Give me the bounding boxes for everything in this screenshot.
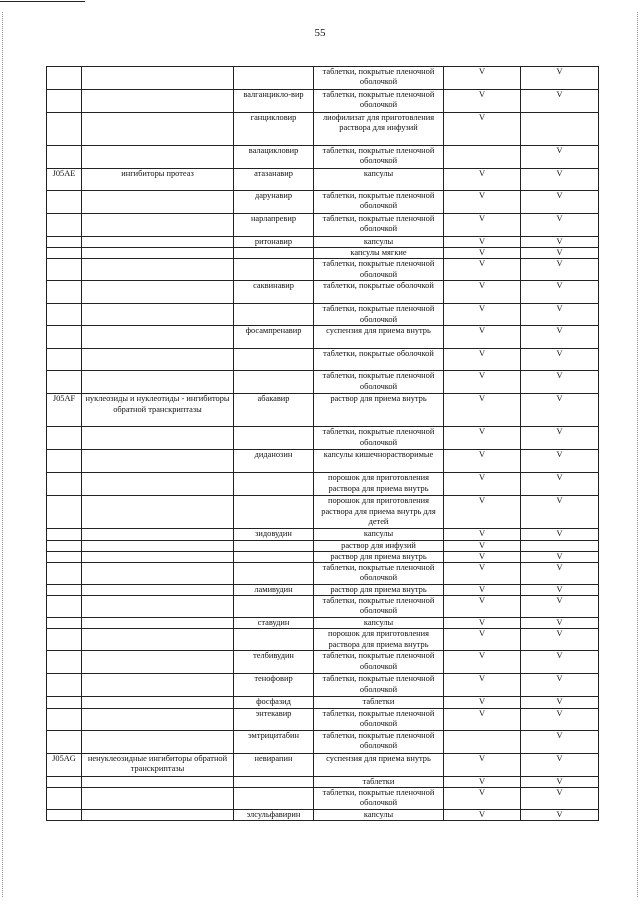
pharmacological-group-cell bbox=[82, 237, 234, 248]
pharmacological-group-cell bbox=[82, 146, 234, 169]
table-row bbox=[47, 67, 599, 90]
top-rule bbox=[0, 1, 85, 2]
dosage-form-cell: капсулы bbox=[314, 529, 444, 540]
mark-column-2-cell: V bbox=[521, 450, 599, 473]
pharmacological-group-cell bbox=[82, 730, 234, 753]
atc-code-cell bbox=[47, 191, 82, 214]
mark-column-1-cell: V bbox=[444, 529, 521, 540]
table-row bbox=[47, 326, 599, 349]
mark-column-2-cell: V bbox=[521, 596, 599, 618]
atc-code-cell bbox=[47, 371, 82, 394]
table-row bbox=[47, 450, 599, 473]
mark-column-2-cell: V bbox=[521, 281, 599, 304]
drug-table-body bbox=[47, 67, 599, 821]
atc-code-cell bbox=[47, 90, 82, 113]
atc-code-cell bbox=[47, 708, 82, 730]
pharmacological-group-cell bbox=[82, 473, 234, 496]
table-row bbox=[47, 596, 599, 618]
pharmacological-group-cell bbox=[82, 427, 234, 450]
mark-column-2-cell: V bbox=[521, 326, 599, 349]
table-row bbox=[47, 697, 599, 708]
dosage-form-cell: капсулы bbox=[314, 618, 444, 629]
mark-column-2-cell: V bbox=[521, 787, 599, 809]
drug-name-cell bbox=[234, 787, 314, 809]
mark-column-1-cell: V bbox=[444, 629, 521, 651]
atc-code-cell bbox=[47, 496, 82, 529]
dosage-form-cell: таблетки, покрытые пленочной оболочкой bbox=[314, 146, 444, 169]
dosage-form-cell: таблетки bbox=[314, 697, 444, 708]
mark-column-1-cell: V bbox=[444, 473, 521, 496]
mark-column-2-cell bbox=[521, 113, 599, 146]
mark-column-1-cell: V bbox=[444, 753, 521, 776]
table-row bbox=[47, 214, 599, 237]
drug-name-cell bbox=[234, 67, 314, 90]
table-row bbox=[47, 540, 599, 551]
atc-code-cell bbox=[47, 585, 82, 596]
dosage-form-cell: таблетки, покрытые оболочкой bbox=[314, 349, 444, 371]
mark-column-2-cell: V bbox=[521, 394, 599, 427]
mark-column-1-cell: V bbox=[444, 237, 521, 248]
drug-name-cell bbox=[234, 473, 314, 496]
drug-name-cell: ставудин bbox=[234, 618, 314, 629]
page-number: 55 bbox=[314, 27, 326, 39]
drug-name-cell bbox=[234, 540, 314, 551]
mark-column-1-cell: V bbox=[444, 551, 521, 562]
mark-column-2-cell: V bbox=[521, 248, 599, 259]
pharmacological-group-cell: ненуклеозидные ингибиторы обратной транскриптазы bbox=[82, 753, 234, 776]
atc-code-cell bbox=[47, 776, 82, 787]
pharmacological-group-cell: нуклеозиды и нуклеотиды - ингибиторы обратной транскриптазы bbox=[82, 394, 234, 427]
atc-code-cell bbox=[47, 248, 82, 259]
atc-code-cell bbox=[47, 629, 82, 651]
dosage-form-cell: порошок для приготовления раствора для приема внутрь для детей bbox=[314, 496, 444, 529]
drug-name-cell bbox=[234, 629, 314, 651]
mark-column-2-cell: V bbox=[521, 191, 599, 214]
dosage-form-cell: суспензия для приема внутрь bbox=[314, 326, 444, 349]
mark-column-1-cell: V bbox=[444, 349, 521, 371]
mark-column-1-cell: V bbox=[444, 708, 521, 730]
table-row bbox=[47, 730, 599, 753]
pharmacological-group-cell bbox=[82, 349, 234, 371]
mark-column-2-cell: V bbox=[521, 214, 599, 237]
mark-column-1-cell: V bbox=[444, 67, 521, 90]
mark-column-1-cell: V bbox=[444, 169, 521, 191]
mark-column-1-cell: V bbox=[444, 651, 521, 674]
pharmacological-group-cell bbox=[82, 529, 234, 540]
dosage-form-cell: лиофилизат для приготовления раствора для инфузий bbox=[314, 113, 444, 146]
atc-code-cell bbox=[47, 596, 82, 618]
mark-column-1-cell: V bbox=[444, 697, 521, 708]
pharmacological-group-cell bbox=[82, 371, 234, 394]
pharmacological-group-cell bbox=[82, 248, 234, 259]
dosage-form-cell: раствор для инфузий bbox=[314, 540, 444, 551]
dosage-form-cell: раствор для приема внутрь bbox=[314, 551, 444, 562]
dosage-form-cell: таблетки, покрытые пленочной оболочкой bbox=[314, 708, 444, 730]
drug-name-cell bbox=[234, 427, 314, 450]
atc-code-cell bbox=[47, 730, 82, 753]
pharmacological-group-cell bbox=[82, 787, 234, 809]
drug-name-cell: саквинавир bbox=[234, 281, 314, 304]
table-row bbox=[47, 674, 599, 697]
mark-column-2-cell: V bbox=[521, 674, 599, 697]
table-row bbox=[47, 248, 599, 259]
mark-column-2-cell: V bbox=[521, 618, 599, 629]
mark-column-1-cell: V bbox=[444, 191, 521, 214]
dosage-form-cell: таблетки, покрытые пленочной оболочкой bbox=[314, 674, 444, 697]
atc-code-cell bbox=[47, 529, 82, 540]
mark-column-1-cell: V bbox=[444, 304, 521, 326]
drug-name-cell: эмтрицитабин bbox=[234, 730, 314, 753]
drug-name-cell: зидовудин bbox=[234, 529, 314, 540]
mark-column-2-cell: V bbox=[521, 708, 599, 730]
mark-column-2-cell: V bbox=[521, 349, 599, 371]
drug-name-cell: энтекавир bbox=[234, 708, 314, 730]
mark-column-2-cell: V bbox=[521, 169, 599, 191]
drug-name-cell: ритонавир bbox=[234, 237, 314, 248]
drug-name-cell bbox=[234, 349, 314, 371]
mark-column-1-cell: V bbox=[444, 585, 521, 596]
table-row bbox=[47, 304, 599, 326]
mark-column-1-cell bbox=[444, 146, 521, 169]
pharmacological-group-cell bbox=[82, 618, 234, 629]
mark-column-1-cell: V bbox=[444, 427, 521, 450]
mark-column-2-cell bbox=[521, 540, 599, 551]
atc-code-cell: J05AF bbox=[47, 394, 82, 427]
mark-column-2-cell: V bbox=[521, 529, 599, 540]
drug-name-cell bbox=[234, 304, 314, 326]
mark-column-1-cell: V bbox=[444, 248, 521, 259]
dosage-form-cell: таблетки, покрытые пленочной оболочкой bbox=[314, 191, 444, 214]
mark-column-2-cell: V bbox=[521, 67, 599, 90]
atc-code-cell: J05AG bbox=[47, 753, 82, 776]
mark-column-2-cell: V bbox=[521, 371, 599, 394]
pharmacological-group-cell bbox=[82, 563, 234, 585]
mark-column-2-cell: V bbox=[521, 304, 599, 326]
atc-code-cell bbox=[47, 237, 82, 248]
pharmacological-group-cell bbox=[82, 496, 234, 529]
atc-code-cell bbox=[47, 450, 82, 473]
mark-column-1-cell: V bbox=[444, 394, 521, 427]
atc-code-cell bbox=[47, 787, 82, 809]
drug-table bbox=[46, 66, 599, 821]
pharmacological-group-cell bbox=[82, 708, 234, 730]
drug-name-cell bbox=[234, 776, 314, 787]
atc-code-cell bbox=[47, 674, 82, 697]
table-row bbox=[47, 618, 599, 629]
table-row bbox=[47, 259, 599, 281]
atc-code-cell bbox=[47, 146, 82, 169]
atc-code-cell bbox=[47, 304, 82, 326]
mark-column-1-cell: V bbox=[444, 371, 521, 394]
pharmacological-group-cell bbox=[82, 90, 234, 113]
atc-code-cell bbox=[47, 551, 82, 562]
mark-column-2-cell: V bbox=[521, 730, 599, 753]
drug-name-cell: фосампренавир bbox=[234, 326, 314, 349]
atc-code-cell bbox=[47, 540, 82, 551]
atc-code-cell bbox=[47, 349, 82, 371]
atc-code-cell bbox=[47, 473, 82, 496]
mark-column-1-cell: V bbox=[444, 326, 521, 349]
mark-column-2-cell: V bbox=[521, 259, 599, 281]
table-row bbox=[47, 753, 599, 776]
mark-column-1-cell: V bbox=[444, 787, 521, 809]
atc-code-cell bbox=[47, 563, 82, 585]
pharmacological-group-cell bbox=[82, 540, 234, 551]
mark-column-2-cell: V bbox=[521, 496, 599, 529]
mark-column-2-cell: V bbox=[521, 237, 599, 248]
atc-code-cell bbox=[47, 651, 82, 674]
pharmacological-group-cell bbox=[82, 585, 234, 596]
drug-name-cell: телбивудин bbox=[234, 651, 314, 674]
atc-code-cell bbox=[47, 427, 82, 450]
table-row bbox=[47, 191, 599, 214]
table-row bbox=[47, 113, 599, 146]
mark-column-1-cell: V bbox=[444, 259, 521, 281]
dosage-form-cell: таблетки, покрытые пленочной оболочкой bbox=[314, 787, 444, 809]
mark-column-1-cell: V bbox=[444, 113, 521, 146]
table-row bbox=[47, 281, 599, 304]
atc-code-cell bbox=[47, 214, 82, 237]
drug-name-cell: нарлапревир bbox=[234, 214, 314, 237]
table-row bbox=[47, 146, 599, 169]
pharmacological-group-cell bbox=[82, 191, 234, 214]
drug-name-cell bbox=[234, 596, 314, 618]
mark-column-1-cell: V bbox=[444, 281, 521, 304]
dosage-form-cell: таблетки, покрытые пленочной оболочкой bbox=[314, 259, 444, 281]
pharmacological-group-cell bbox=[82, 776, 234, 787]
pharmacological-group-cell bbox=[82, 67, 234, 90]
mark-column-2-cell: V bbox=[521, 629, 599, 651]
drug-name-cell: ламивудин bbox=[234, 585, 314, 596]
drug-name-cell: тенофовир bbox=[234, 674, 314, 697]
drug-name-cell: абакавир bbox=[234, 394, 314, 427]
pharmacological-group-cell bbox=[82, 281, 234, 304]
mark-column-2-cell: V bbox=[521, 563, 599, 585]
scan-edge-left bbox=[2, 12, 3, 897]
drug-name-cell: элсульфавирин bbox=[234, 809, 314, 820]
table-row bbox=[47, 394, 599, 427]
table-row bbox=[47, 563, 599, 585]
mark-column-1-cell: V bbox=[444, 596, 521, 618]
mark-column-2-cell: V bbox=[521, 776, 599, 787]
scan-edge-right bbox=[637, 12, 638, 897]
pharmacological-group-cell bbox=[82, 697, 234, 708]
atc-code-cell bbox=[47, 259, 82, 281]
mark-column-1-cell: V bbox=[444, 450, 521, 473]
mark-column-2-cell: V bbox=[521, 651, 599, 674]
mark-column-2-cell: V bbox=[521, 146, 599, 169]
dosage-form-cell: капсулы bbox=[314, 237, 444, 248]
dosage-form-cell: капсулы bbox=[314, 809, 444, 820]
pharmacological-group-cell bbox=[82, 450, 234, 473]
mark-column-1-cell: V bbox=[444, 674, 521, 697]
mark-column-1-cell: V bbox=[444, 540, 521, 551]
mark-column-1-cell: V bbox=[444, 214, 521, 237]
table-row bbox=[47, 708, 599, 730]
table-row bbox=[47, 629, 599, 651]
pharmacological-group-cell bbox=[82, 674, 234, 697]
atc-code-cell bbox=[47, 618, 82, 629]
drug-name-cell: фосфазид bbox=[234, 697, 314, 708]
dosage-form-cell: порошок для приготовления раствора для приема внутрь bbox=[314, 473, 444, 496]
table-row bbox=[47, 809, 599, 820]
mark-column-2-cell: V bbox=[521, 585, 599, 596]
dosage-form-cell: таблетки, покрытые пленочной оболочкой bbox=[314, 371, 444, 394]
dosage-form-cell: раствор для приема внутрь bbox=[314, 394, 444, 427]
dosage-form-cell: порошок для приготовления раствора для приема внутрь bbox=[314, 629, 444, 651]
mark-column-1-cell: V bbox=[444, 618, 521, 629]
drug-name-cell bbox=[234, 371, 314, 394]
atc-code-cell bbox=[47, 67, 82, 90]
table-row bbox=[47, 496, 599, 529]
drug-name-cell: дарунавир bbox=[234, 191, 314, 214]
table-row bbox=[47, 237, 599, 248]
pharmacological-group-cell bbox=[82, 326, 234, 349]
drug-name-cell: невирапин bbox=[234, 753, 314, 776]
pharmacological-group-cell: ингибиторы протеаз bbox=[82, 169, 234, 191]
mark-column-1-cell: V bbox=[444, 809, 521, 820]
atc-code-cell bbox=[47, 281, 82, 304]
mark-column-2-cell: V bbox=[521, 753, 599, 776]
mark-column-1-cell: V bbox=[444, 496, 521, 529]
drug-name-cell bbox=[234, 563, 314, 585]
drug-name-cell bbox=[234, 551, 314, 562]
dosage-form-cell: таблетки, покрытые пленочной оболочкой bbox=[314, 304, 444, 326]
pharmacological-group-cell bbox=[82, 629, 234, 651]
table-row bbox=[47, 529, 599, 540]
table-row bbox=[47, 585, 599, 596]
drug-name-cell: диданозин bbox=[234, 450, 314, 473]
pharmacological-group-cell bbox=[82, 551, 234, 562]
mark-column-2-cell: V bbox=[521, 473, 599, 496]
atc-code-cell bbox=[47, 809, 82, 820]
dosage-form-cell: таблетки, покрытые пленочной оболочкой bbox=[314, 427, 444, 450]
drug-name-cell: валганцикло-вир bbox=[234, 90, 314, 113]
table-row bbox=[47, 551, 599, 562]
drug-name-cell bbox=[234, 259, 314, 281]
dosage-form-cell: таблетки, покрытые пленочной оболочкой bbox=[314, 651, 444, 674]
drug-name-cell: атазанавир bbox=[234, 169, 314, 191]
atc-code-cell bbox=[47, 326, 82, 349]
mark-column-2-cell: V bbox=[521, 809, 599, 820]
dosage-form-cell: таблетки, покрытые пленочной оболочкой bbox=[314, 67, 444, 90]
drug-name-cell: валацикловир bbox=[234, 146, 314, 169]
table-row bbox=[47, 651, 599, 674]
pharmacological-group-cell bbox=[82, 651, 234, 674]
pharmacological-group-cell bbox=[82, 304, 234, 326]
pharmacological-group-cell bbox=[82, 259, 234, 281]
pharmacological-group-cell bbox=[82, 596, 234, 618]
drug-name-cell bbox=[234, 496, 314, 529]
dosage-form-cell: капсулы мягкие bbox=[314, 248, 444, 259]
mark-column-2-cell: V bbox=[521, 427, 599, 450]
mark-column-2-cell: V bbox=[521, 90, 599, 113]
dosage-form-cell: таблетки bbox=[314, 776, 444, 787]
table-row bbox=[47, 787, 599, 809]
mark-column-1-cell: V bbox=[444, 776, 521, 787]
atc-code-cell: J05AE bbox=[47, 169, 82, 191]
dosage-form-cell: таблетки, покрытые пленочной оболочкой bbox=[314, 214, 444, 237]
dosage-form-cell: таблетки, покрытые пленочной оболочкой bbox=[314, 90, 444, 113]
atc-code-cell bbox=[47, 697, 82, 708]
table-row bbox=[47, 90, 599, 113]
dosage-form-cell: раствор для приема внутрь bbox=[314, 585, 444, 596]
drug-name-cell: ганцикловир bbox=[234, 113, 314, 146]
dosage-form-cell: таблетки, покрытые оболочкой bbox=[314, 281, 444, 304]
table-row bbox=[47, 371, 599, 394]
dosage-form-cell: таблетки, покрытые пленочной оболочкой bbox=[314, 563, 444, 585]
dosage-form-cell: таблетки, покрытые пленочной оболочкой bbox=[314, 730, 444, 753]
drug-name-cell bbox=[234, 248, 314, 259]
table-row bbox=[47, 473, 599, 496]
mark-column-1-cell: V bbox=[444, 90, 521, 113]
dosage-form-cell: капсулы кишечнорастворимые bbox=[314, 450, 444, 473]
table-row bbox=[47, 776, 599, 787]
atc-code-cell bbox=[47, 113, 82, 146]
dosage-form-cell: таблетки, покрытые пленочной оболочкой bbox=[314, 596, 444, 618]
table-row bbox=[47, 427, 599, 450]
table-row bbox=[47, 349, 599, 371]
pharmacological-group-cell bbox=[82, 214, 234, 237]
mark-column-2-cell: V bbox=[521, 697, 599, 708]
mark-column-1-cell bbox=[444, 730, 521, 753]
table-row bbox=[47, 169, 599, 191]
mark-column-2-cell: V bbox=[521, 551, 599, 562]
pharmacological-group-cell bbox=[82, 809, 234, 820]
dosage-form-cell: капсулы bbox=[314, 169, 444, 191]
mark-column-1-cell: V bbox=[444, 563, 521, 585]
pharmacological-group-cell bbox=[82, 113, 234, 146]
dosage-form-cell: суспензия для приема внутрь bbox=[314, 753, 444, 776]
